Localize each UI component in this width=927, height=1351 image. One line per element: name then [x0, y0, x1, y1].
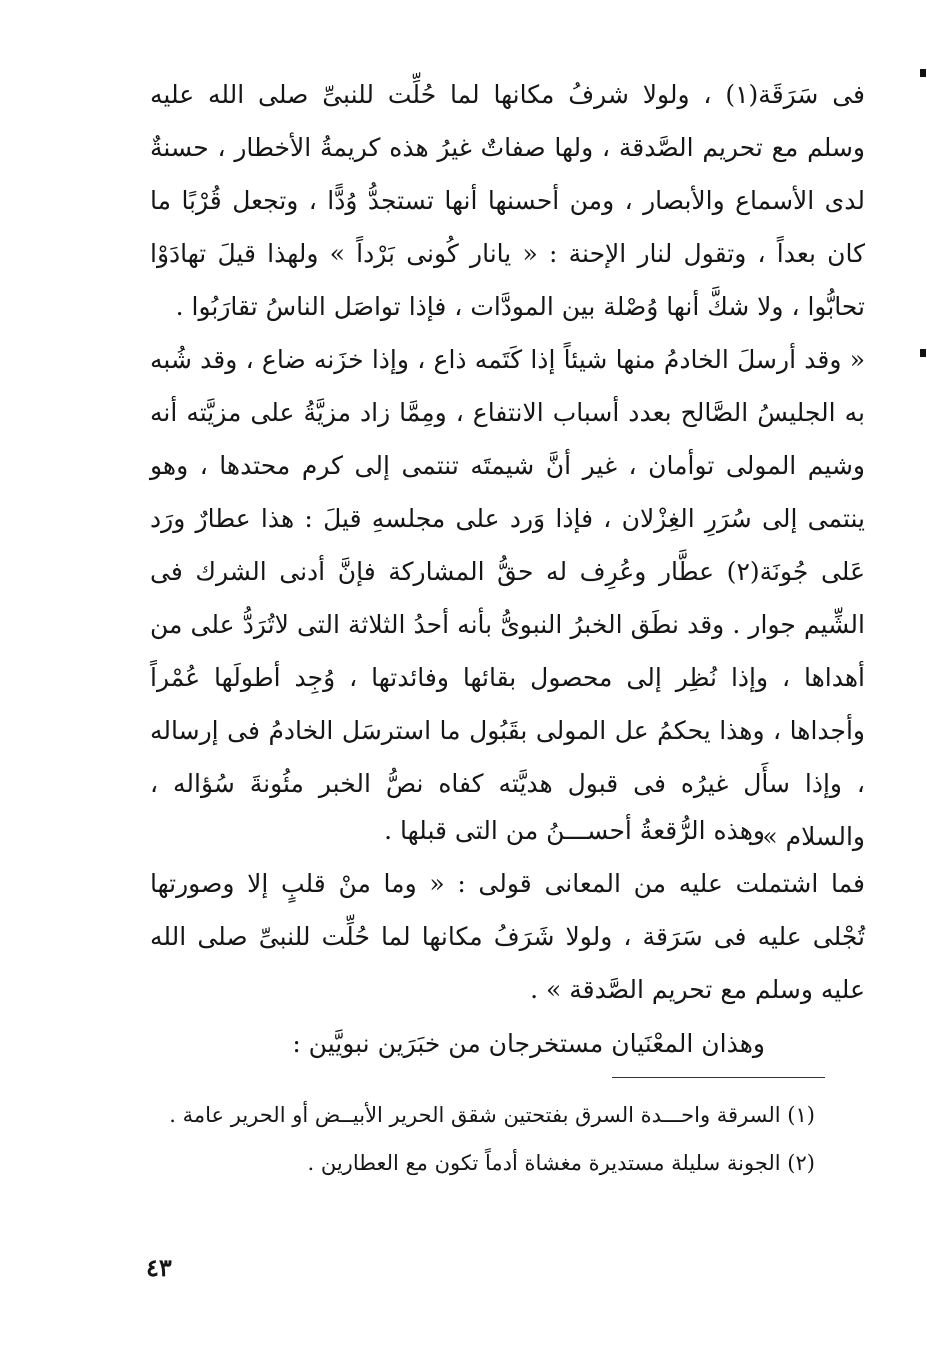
paragraph-text: وهذه الرُّقعةُ أحســـنُ من التى قبلها . — [384, 816, 765, 845]
paragraph-text: فما اشتملت عليه من المعانى قولى : « وما منْ قلبٍ إلا وصورتها تُجْلى عليه فى سَرَقة ، ولولا شَرَفُ مكانها لما حُلِّت للنبىِّ صلى الله عليه وسلم مع تحريم الصَّدقة » . — [150, 869, 865, 1004]
paragraph-text: « وقد أرسلَ الخادمُ منها شيئاً إذا كَتَمه ذاع ، وإذا خزَنه ضاع ، وقد شُبه به الجليسُ الصَّالح بعدد أسباب الانتفاع ، ومِمَّا زاد مزيَّةُ على مزيَّته أنه وشيم المولى توأمان ، غير أنَّ شيمتَه تنتمى إلى كرم محتدها ، وهو ينتمى إلى سُرَرِ الغِزْلان ، فإذا وَرد على مجلسهِ قيلَ : هذا عطارٌ ورَد عَلى جُونَة(٢) عطَّار وعُرِف له حقُّ المشاركة فإنَّ أدنى الشرك فى الشِّيم جوار . وقد نطَق الخبرُ النبوىُّ بأنه أحدُ الثلاثة التى لاتُرَدُّ على من أهداها ، وإذا نُظِر إلى محصول بقائها وفائدتها ، وُجِد أطولَها عُمْراً وأجداها ، وهذا يحكمُ عل المولى بقَبُول ما استرسَل الخادمُ فى إرساله ، وإذا سأَل غيرُه فى قبول هديَّته كفاه نصُّ الخبر مئُونةَ سُؤاله ، والسلام » . — [150, 345, 866, 851]
paragraph-text: وهذان المعْنَيان مستخرجان من خبَرَين نبويَّين : — [292, 1029, 765, 1058]
paragraph-1 — [150, 68, 865, 333]
footnote-1: (١) السرقة واحـــدة السرق بفتحتين شقق الحرير الأبيــض أو الحرير عامة . — [169, 1103, 815, 1127]
margin-mark — [920, 349, 926, 357]
paragraph-2 — [150, 333, 865, 863]
footnote-2: (٢) الجونة سليلة مستديرة مغشاة أدماً تكون مع العطارين . — [307, 1151, 815, 1175]
paragraph-3 — [150, 804, 865, 857]
paragraph-5 — [150, 1017, 865, 1070]
margin-mark — [920, 69, 926, 77]
paragraph-text: فى سَرَقَة(١) ، ولولا شرفُ مكانها لما حُلِّت للنبىِّ صلى الله عليه وسلم مع تحريم الصَّدقة ، ولها صفاتٌ غيرُ هذه كريمةُ الأخطار ، حسنةٌ لدى الأسماع والأبصار ، ومن أحسنها أنها تستجدُّ وُدًّا ، وتجعل قُرْبًا ما كان بعداً ، وتقول لنار الإحنة : « يانار كُونى بَرْداً » ولهذا قيلَ تهادَوْا تحابُّوا ، ولا شكَّ أنها وُصْلة بين المودَّات ، فإذا تواصَل الناسُ تقارَبُوا . — [150, 80, 865, 321]
footnotes — [150, 1093, 865, 1189]
paragraph-4 — [150, 857, 865, 1016]
page-number: ٤٣ — [146, 1253, 172, 1282]
footnote-divider — [612, 1077, 825, 1078]
